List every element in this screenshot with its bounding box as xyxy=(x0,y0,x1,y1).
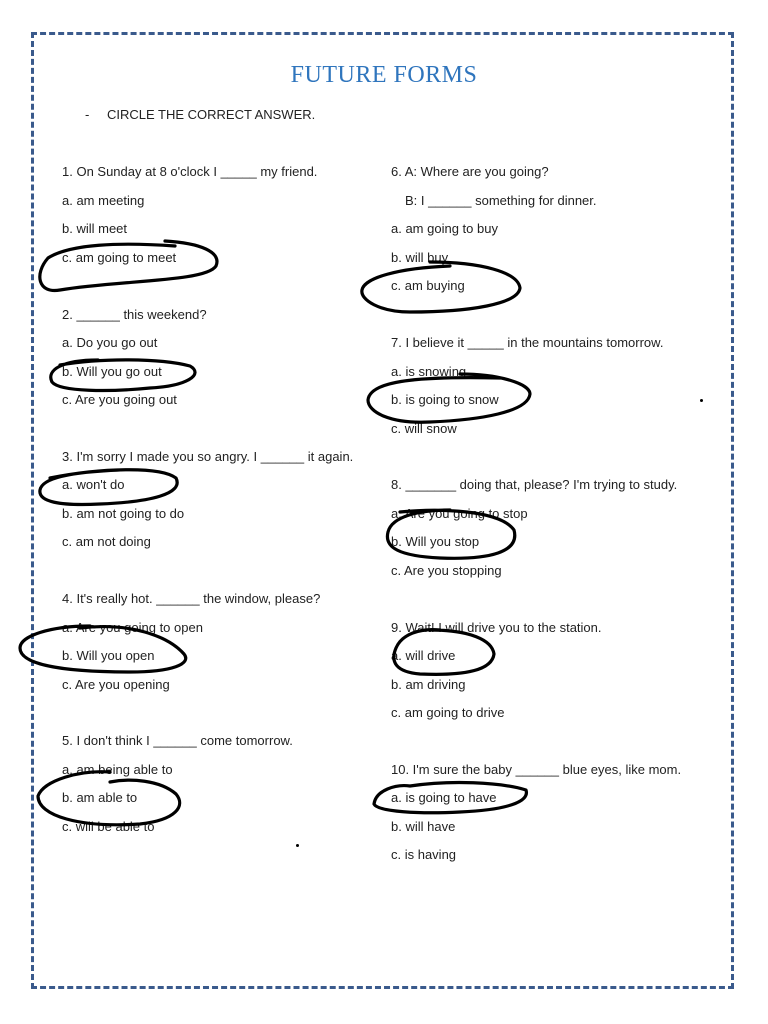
instruction-bullet: - xyxy=(85,107,90,122)
question-8-option-b[interactable]: b. Will you stop xyxy=(391,534,480,549)
question-9-option-b[interactable]: b. am driving xyxy=(391,677,466,692)
stray-dot xyxy=(296,844,299,847)
question-2-option-c[interactable]: c. Are you going out xyxy=(62,392,177,407)
question-3-stem: 3. I'm sorry I made you so angry. I ______ it again. xyxy=(62,449,354,464)
worksheet-title: FUTURE FORMS xyxy=(290,62,478,88)
question-8-option-a[interactable]: a. Are you going to stop xyxy=(391,506,528,521)
question-7-option-a[interactable]: a. is snowing xyxy=(391,364,467,379)
question-2-option-a[interactable]: a. Do you go out xyxy=(62,335,158,350)
question-1-option-c[interactable]: c. am going to meet xyxy=(62,250,177,265)
question-10-option-b[interactable]: b. will have xyxy=(391,819,456,834)
question-9-option-c[interactable]: c. am going to drive xyxy=(391,705,505,720)
question-7-option-b[interactable]: b. is going to snow xyxy=(391,392,499,407)
question-6-stem-b: B: I ______ something for dinner. xyxy=(405,193,597,208)
question-4-option-c[interactable]: c. Are you opening xyxy=(62,677,170,692)
instruction xyxy=(85,107,315,122)
question-8-stem: 8. _______ doing that, please? I'm trying to study. xyxy=(391,477,678,492)
instruction-text: CIRCLE THE CORRECT ANSWER. xyxy=(106,107,316,122)
question-4-option-b[interactable]: b. Will you open xyxy=(62,648,155,663)
question-10-option-c[interactable]: c. is having xyxy=(391,847,457,862)
question-10-stem: 10. I'm sure the baby ______ blue eyes, like mom. xyxy=(391,762,682,777)
stray-dot xyxy=(700,399,703,402)
question-7-stem: 7. I believe it _____ in the mountains tomorrow. xyxy=(391,335,664,350)
question-3-option-c[interactable]: c. am not doing xyxy=(62,534,151,549)
question-10-option-a[interactable]: a. is going to have xyxy=(391,790,497,805)
question-4-stem: 4. It's really hot. ______ the window, please? xyxy=(62,591,321,606)
question-6-option-c[interactable]: c. am buying xyxy=(391,278,465,293)
question-7-option-c[interactable]: c. will snow xyxy=(391,421,457,436)
question-6-option-b[interactable]: b. will buy xyxy=(391,250,449,265)
question-1-option-b[interactable]: b. will meet xyxy=(62,221,128,236)
question-2-stem: 2. ______ this weekend? xyxy=(62,307,207,322)
question-3-option-a[interactable]: a. won't do xyxy=(62,477,125,492)
question-3-option-b[interactable]: b. am not going to do xyxy=(62,506,185,521)
question-4-option-a[interactable]: a. Are you going to open xyxy=(62,620,203,635)
question-5-option-c[interactable]: c. will be able to xyxy=(62,819,155,834)
question-1-option-a[interactable]: a. am meeting xyxy=(62,193,145,208)
question-5-option-a[interactable]: a. am being able to xyxy=(62,762,173,777)
question-1-stem: 1. On Sunday at 8 o'clock I _____ my friend. xyxy=(62,164,318,179)
question-5-option-b[interactable]: b. am able to xyxy=(62,790,138,805)
question-9-option-a[interactable]: a. will drive xyxy=(391,648,456,663)
question-9-stem: 9. Wait! I will drive you to the station. xyxy=(391,620,602,635)
question-6-option-a[interactable]: a. am going to buy xyxy=(391,221,498,236)
question-5-stem: 5. I don't think I ______ come tomorrow. xyxy=(62,733,293,748)
question-8-option-c[interactable]: c. Are you stopping xyxy=(391,563,502,578)
question-2-option-b[interactable]: b. Will you go out xyxy=(62,364,162,379)
question-6-stem: 6. A: Where are you going? xyxy=(391,164,549,179)
